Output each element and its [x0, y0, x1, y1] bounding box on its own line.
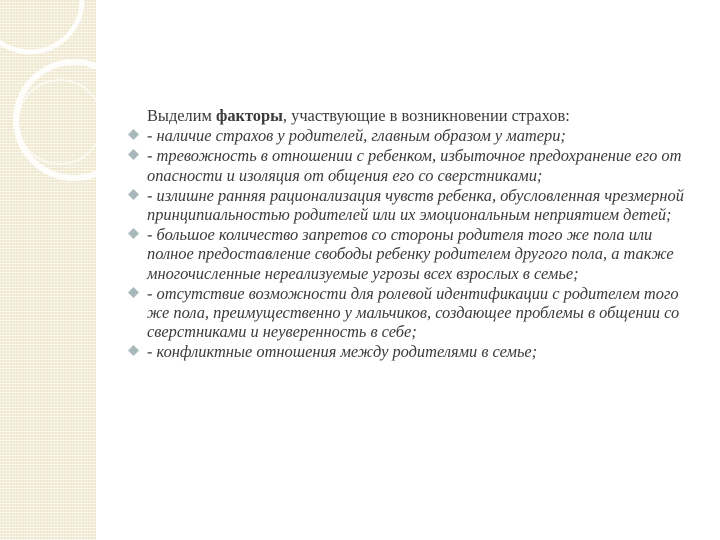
list-item-text: - конфликтные отношения между родителями в семье; [147, 342, 538, 362]
intro-prefix: Выделим [147, 106, 216, 125]
intro-keyword: факторы [215, 106, 283, 125]
list-item-text: - наличие страхов у родителей, главным образом у матери; [147, 126, 566, 146]
list-item [128, 342, 698, 361]
diamond-bullet-icon [128, 345, 139, 356]
decorative-circles-icon [0, 0, 96, 540]
list-item-text: - тревожность в отношении с ребенком, избыточное предохранение его от опасности и изоляция от общения его со сверстниками; [147, 146, 682, 185]
diamond-bullet-icon [128, 287, 139, 298]
list-item-text: - большое количество запретов со стороны родителя того же пола или полное предоставление свободы ребенку родителем другого пола, а также многочисленные нереализуемые угрозы всех взрослых в семье; [147, 225, 674, 283]
list-item-text: - излишне ранняя рационализация чувств ребенка, обусловленная чрезмерной принципиальностью родителей или их эмоциональным неприятием детей; [147, 185, 684, 225]
list-item [128, 225, 698, 283]
diamond-bullet-icon [128, 149, 139, 160]
list-item [128, 186, 698, 224]
diamond-bullet-icon [128, 228, 139, 239]
list-item-text: - отсутствие возможности для ролевой идентификации с родителем того же пола, преимущественно у мальчиков, создающее проблемы в общении со сверстниками и неуверенность в себе; [147, 283, 680, 342]
list-item [128, 146, 698, 184]
slide-content [128, 106, 698, 363]
intro-suffix: , участвующие в возникновении страхов: [282, 106, 570, 125]
slide-intro [147, 106, 698, 125]
list-item [128, 284, 698, 342]
diamond-bullet-icon [128, 189, 139, 200]
diamond-bullet-icon [128, 129, 139, 140]
list-item [128, 126, 698, 145]
decorative-side-band [0, 0, 96, 540]
factors-list [128, 126, 698, 361]
